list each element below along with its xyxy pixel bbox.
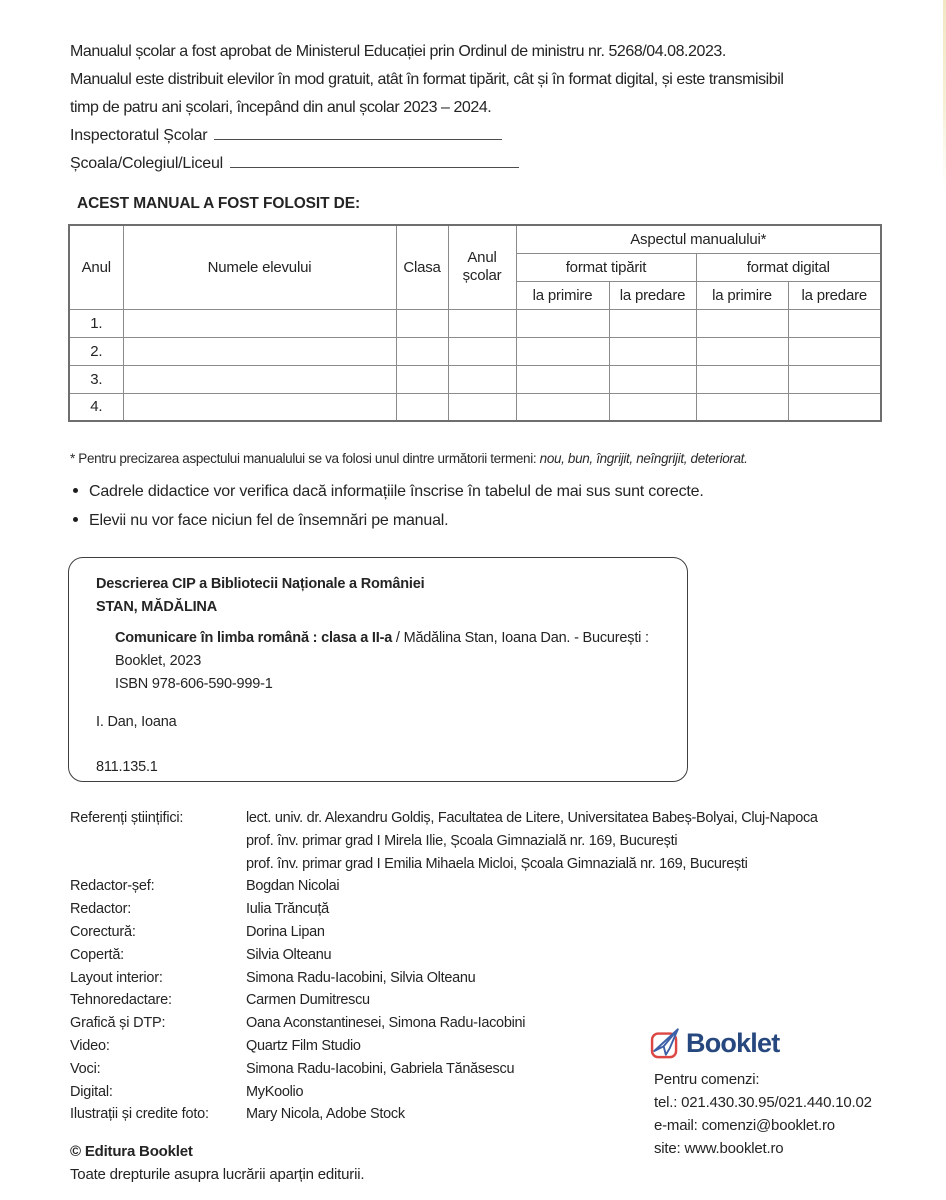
aspect-footnote — [70, 451, 878, 466]
list-item — [70, 506, 878, 535]
credits-row — [70, 921, 878, 944]
footnote-terms: nou, bun, îngrijit, neîngrijit, deteriorat. — [539, 451, 748, 466]
credits-row — [70, 875, 878, 898]
credit-value: Quartz Film Studio — [246, 1037, 361, 1054]
empty-cell — [696, 337, 788, 365]
empty-cell — [609, 365, 696, 393]
empty-cell — [788, 309, 881, 337]
credit-value: Simona Radu-Iacobini, Silvia Olteanu — [246, 969, 476, 986]
credit-label: Digital: — [70, 1083, 113, 1100]
list-item — [70, 477, 878, 506]
credit-value: Bogdan Nicolai — [246, 878, 340, 895]
credit-value: Iulia Trăncuță — [246, 901, 329, 918]
notes-list — [70, 477, 878, 535]
cip-isbn: ISBN 978-606-590-999-1 — [115, 676, 273, 692]
header-la-predare-digital: la predare — [788, 281, 881, 309]
credit-value: lect. univ. dr. Alexandru Goldiș, Facultatea de Litere, Universitatea Babeș-Bolyai, Cluj-Napoca — [246, 810, 818, 826]
empty-cell — [516, 393, 609, 421]
school-line — [70, 150, 878, 178]
booklet-logo — [650, 1027, 890, 1059]
empty-cell — [396, 393, 448, 421]
school-blank-rule — [230, 153, 519, 168]
empty-cell — [516, 365, 609, 393]
cip-udc-number: 811.135.1 — [96, 759, 158, 775]
publisher-block — [650, 1027, 890, 1160]
empty-cell — [396, 309, 448, 337]
table-row — [69, 393, 881, 421]
cip-author: STAN, MĂDĂLINA — [96, 599, 217, 615]
orders-label: Pentru comenzi: — [654, 1071, 760, 1088]
credits-row — [70, 989, 878, 1012]
credit-value: MyKoolio — [246, 1083, 304, 1100]
row-number: 1. — [69, 309, 123, 337]
credits-row — [70, 898, 878, 921]
credit-label: Redactor-șef: — [70, 878, 155, 895]
bullet-icon — [73, 517, 78, 522]
empty-cell — [788, 365, 881, 393]
credits-row — [70, 853, 878, 876]
header-anul: Anul — [69, 225, 123, 309]
empty-cell — [448, 365, 516, 393]
empty-cell — [609, 393, 696, 421]
row-number: 4. — [69, 393, 123, 421]
credits-row — [70, 807, 878, 830]
inspectorate-line — [70, 122, 878, 150]
distribution-line-1: Manualul este distribuit elevilor în mod gratuit, atât în format tipărit, cât și în format digital, și este transmisibil — [70, 71, 784, 88]
credit-label: Tehnoredactare: — [70, 992, 172, 1009]
header-la-primire-tiparit: la primire — [516, 281, 609, 309]
empty-cell — [396, 365, 448, 393]
credits-row — [70, 944, 878, 967]
empty-cell — [516, 337, 609, 365]
distribution-line-2: timp de patru ani școlari, începând din anul școlar 2023 – 2024. — [70, 99, 492, 116]
credit-value: Dorina Lipan — [246, 923, 325, 940]
credit-label: Corectură: — [70, 923, 136, 940]
footnote-text: * Pentru precizarea aspectului manualului se va folosi unul dintre următorii termeni: — [70, 451, 540, 466]
header-la-primire-digital: la primire — [696, 281, 788, 309]
usage-heading: ACEST MANUAL A FOST FOLOSIT DE: — [77, 195, 361, 212]
credit-label: Copertă: — [70, 946, 125, 963]
empty-cell — [609, 337, 696, 365]
header-aspect: Aspectul manualului* — [516, 225, 881, 253]
orders-contact — [654, 1068, 890, 1160]
credits-row — [70, 830, 878, 853]
cip-work-block — [115, 627, 667, 696]
empty-cell — [448, 393, 516, 421]
credit-label: Ilustrații și credite foto: — [70, 1106, 209, 1123]
empty-cell — [123, 337, 396, 365]
cip-contributor: I. Dan, Ioana — [96, 714, 177, 730]
header-anul-scolar: Anul școlar — [448, 225, 516, 309]
note-text: Elevii nu vor face niciun fel de însemnări pe manual. — [89, 512, 449, 529]
empty-cell — [123, 309, 396, 337]
credit-label: Grafică și DTP: — [70, 1015, 166, 1032]
credit-label: Redactor: — [70, 901, 132, 918]
approval-line: Manualul școlar a fost aprobat de Ministerul Educației prin Ordinul de ministru nr. 5268/04.08.2023. — [70, 43, 726, 60]
orders-email: e-mail: comenzi@booklet.ro — [654, 1117, 835, 1134]
cip-work-title: Comunicare în limba română : clasa a II-a — [115, 630, 393, 646]
credit-label: Layout interior: — [70, 969, 163, 986]
empty-cell — [609, 309, 696, 337]
paper-plane-icon — [650, 1027, 682, 1059]
table-row — [69, 365, 881, 393]
cip-publisher-line: Booklet, 2023 — [115, 653, 202, 669]
credit-label: Video: — [70, 1037, 110, 1054]
credit-label — [70, 853, 246, 876]
orders-site: site: www.booklet.ro — [654, 1140, 784, 1157]
booklet-logo-text: Booklet — [686, 1027, 780, 1058]
credits-row — [70, 967, 878, 990]
usage-table — [68, 224, 882, 422]
empty-cell — [448, 337, 516, 365]
credit-value: Carmen Dumitrescu — [246, 992, 370, 1009]
credit-value: prof. înv. primar grad I Mirela Ilie, Școala Gimnazială nr. 169, București — [246, 832, 678, 849]
cip-title: Descrierea CIP a Bibliotecii Naționale a României — [96, 576, 425, 592]
empty-cell — [516, 309, 609, 337]
empty-cell — [788, 337, 881, 365]
row-number: 2. — [69, 337, 123, 365]
credit-value: Oana Aconstantinesei, Simona Radu-Iacobini — [246, 1015, 526, 1032]
note-text: Cadrele didactice vor verifica dacă informațiile înscrise în tabelul de mai sus sunt corecte. — [89, 483, 704, 500]
empty-cell — [788, 393, 881, 421]
header-format-digital: format digital — [696, 253, 881, 281]
credit-value: Silvia Olteanu — [246, 946, 332, 963]
header-la-predare-tiparit: la predare — [609, 281, 696, 309]
credit-label: Voci: — [70, 1060, 101, 1077]
table-row — [69, 337, 881, 365]
credit-value: Mary Nicola, Adobe Stock — [246, 1106, 405, 1123]
header-clasa: Clasa — [396, 225, 448, 309]
header-numele: Numele elevului — [123, 225, 396, 309]
cip-work-rest: / Mădălina Stan, Ioana Dan. - București : — [392, 630, 649, 646]
credit-value: Simona Radu-Iacobini, Gabriela Tănăsescu — [246, 1060, 515, 1077]
table-row — [69, 309, 881, 337]
cip-description-box — [68, 557, 688, 782]
orders-phone: tel.: 021.430.30.95/021.440.10.02 — [654, 1094, 872, 1111]
credit-label — [70, 830, 246, 853]
table-header-row-1 — [69, 225, 881, 253]
inspectorate-blank-rule — [214, 125, 502, 140]
bullet-icon — [73, 488, 78, 493]
credit-label: Referenți științifici: — [70, 810, 184, 826]
empty-cell — [123, 365, 396, 393]
cip-work-line — [115, 627, 667, 650]
empty-cell — [696, 365, 788, 393]
inspectorate-label: Inspectoratul Școlar — [70, 127, 208, 144]
empty-cell — [696, 309, 788, 337]
copyright-rights: Toate drepturile asupra lucrării aparțin editurii. — [70, 1166, 365, 1184]
row-number: 3. — [69, 365, 123, 393]
copyright-publisher: © Editura Booklet — [70, 1143, 193, 1161]
empty-cell — [696, 393, 788, 421]
empty-cell — [123, 393, 396, 421]
credit-value: prof. înv. primar grad I Emilia Mihaela Micloi, Școala Gimnazială nr. 169, București — [246, 855, 748, 872]
empty-cell — [448, 309, 516, 337]
empty-cell — [396, 337, 448, 365]
header-format-tiparit: format tipărit — [516, 253, 696, 281]
approval-paragraph — [70, 38, 878, 122]
school-label: Școala/Colegiul/Liceul — [70, 155, 224, 172]
